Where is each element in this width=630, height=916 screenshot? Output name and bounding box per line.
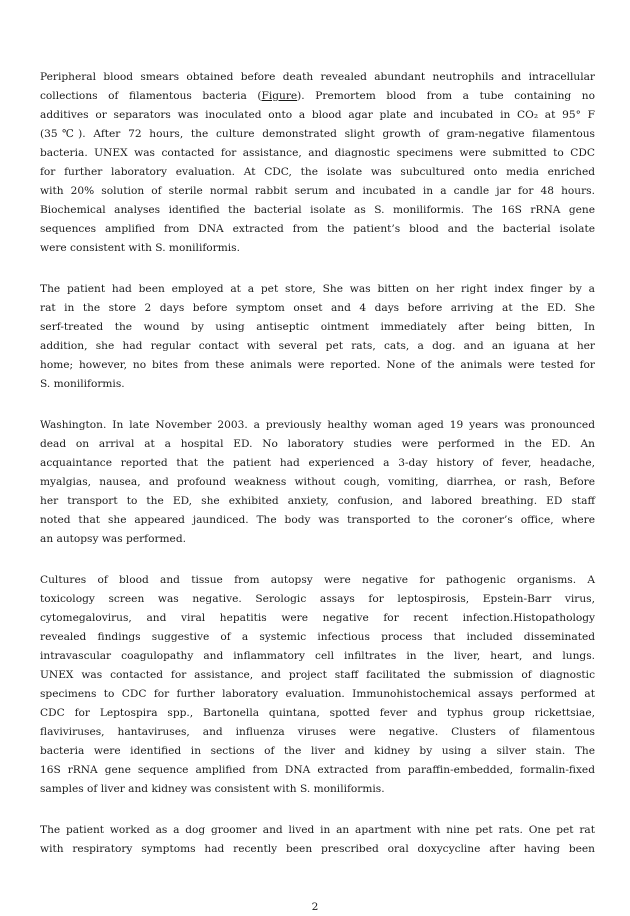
text-line: cytomegalovirus, and viral hepatitis were negative for recent infection.Histopathology <box>40 612 595 624</box>
text-line: additives or separators was inoculated onto a blood agar plate and incubated in CO₂ at 95° F <box>40 109 595 121</box>
text-line: flaviviruses, hantaviruses, and influenza viruses were negative. Clusters of filamentous <box>40 726 595 738</box>
text-run: ). Premortem blood from a tube containing no <box>297 90 595 102</box>
paragraph <box>40 571 595 799</box>
text-line: addition, she had regular contact with several pet rats, cats, a dog. and an iguana at her <box>40 340 595 352</box>
text-line: serf-treated the wound by using antiseptic ointment immediately after being bitten, In <box>40 321 595 333</box>
text-line: revealed findings suggestive of a systemic infectious process that included disseminated <box>40 631 595 643</box>
paragraph <box>40 416 595 549</box>
text-line <box>40 87 595 106</box>
text-line: for further laboratory evaluation. At CDC, the isolate was subcultured onto media enriched <box>40 166 595 178</box>
text-line: her transport to the ED, she exhibited anxiety, confusion, and labored breathing. ED staff <box>40 495 595 507</box>
text-line: specimens to CDC for further laboratory evaluation. Immunohistochemical assays performed at <box>40 688 595 700</box>
page-number: 2 <box>311 901 319 913</box>
text-line: S. moniliformis. <box>40 378 125 390</box>
text-line: intravascular coagulopathy and inflammatory cell infiltrates in the liver, heart, and lungs. <box>40 650 595 662</box>
paragraph <box>40 68 595 258</box>
text-line: sequences amplified from DNA extracted from the patient’s blood and the bacterial isolate <box>40 223 595 235</box>
text-line: bacteria were identified in sections of the liver and kidney by using a silver stain. The <box>40 745 595 757</box>
text-line: were consistent with S. moniliformis. <box>40 242 240 254</box>
text-line: with 20% solution of sterile normal rabbit serum and incubated in a candle jar for 48 hours. <box>40 185 595 197</box>
text-line: 16S rRNA gene sequence amplified from DNA extracted from paraffin-embedded, formalin-fixed <box>40 764 595 776</box>
text-line: bacteria. UNEX was contacted for assistance, and diagnostic specimens were submitted to CDC <box>40 147 595 159</box>
text-line: Biochemical analyses identified the bacterial isolate as S. moniliformis. The 16S rRNA gene <box>40 204 595 216</box>
text-line: (35℃). After 72 hours, the culture demonstrated slight growth of gram-negative filamentous <box>40 128 595 140</box>
text-line: dead on arrival at a hospital ED. No laboratory studies were performed in the ED. An <box>40 438 595 450</box>
text-line: toxicology screen was negative. Serologic assays for leptospirosis, Epstein-Barr virus, <box>40 593 595 605</box>
text-line: home; however, no bites from these animals were reported. None of the animals were tested for <box>40 359 595 371</box>
text-line: with respiratory symptoms had recently been prescribed oral doxycycline after having been <box>40 843 595 855</box>
text-line: The patient worked as a dog groomer and lived in an apartment with nine pet rats. One pet rat <box>40 824 595 836</box>
text-line: rat in the store 2 days before symptom onset and 4 days before arriving at the ED. She <box>40 302 595 314</box>
text-run: collections of filamentous bacteria ( <box>40 90 262 102</box>
paragraph <box>40 821 595 859</box>
text-line: noted that she appeared jaundiced. The body was transported to the coroner’s office, where <box>40 514 595 526</box>
text-line: Cultures of blood and tissue from autopsy were negative for pathogenic organisms. A <box>40 574 595 586</box>
text-line: samples of liver and kidney was consistent with S. moniliformis. <box>40 783 385 795</box>
document-body <box>40 68 595 881</box>
text-line: an autopsy was performed. <box>40 533 186 545</box>
text-line: Washington. In late November 2003. a previously healthy woman aged 19 years was pronounced <box>40 419 595 431</box>
text-line: acquaintance reported that the patient had experienced a 3-day history of fever, headache, <box>40 457 595 469</box>
paragraph <box>40 280 595 394</box>
figure-link[interactable]: Figure <box>261 90 298 102</box>
text-line: UNEX was contacted for assistance, and project staff facilitated the submission of diagnostic <box>40 669 595 681</box>
text-line: myalgias, nausea, and profound weakness without cough, vomiting, diarrhea, or rash, Before <box>40 476 595 488</box>
text-line: The patient had been employed at a pet store, She was bitten on her right index finger by a <box>40 283 595 295</box>
text-line: Peripheral blood smears obtained before death revealed abundant neutrophils and intracellular <box>40 71 595 83</box>
text-line: CDC for Leptospira spp., Bartonella quintana, spotted fever and typhus group rickettsiae, <box>40 707 595 719</box>
